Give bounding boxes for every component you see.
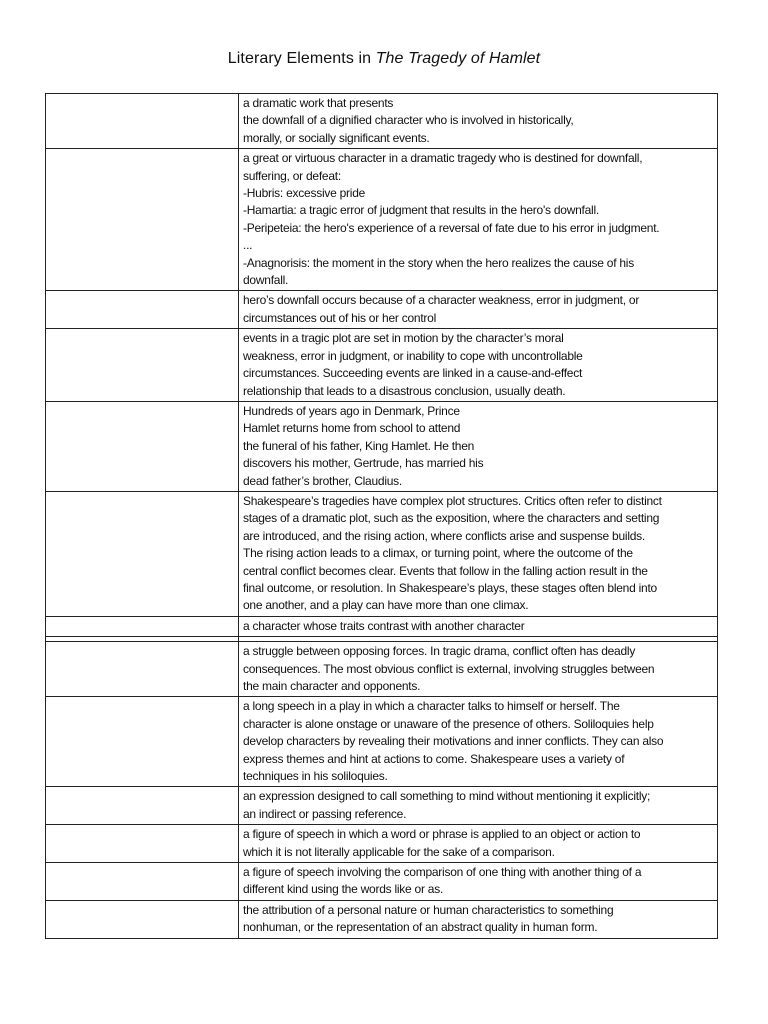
- page-title: [0, 50, 768, 68]
- title-prefix: Literary Elements in: [227, 50, 376, 67]
- definition-text: a character whose traits contrast with another character: [243, 618, 525, 633]
- term-cell[interactable]: [46, 94, 239, 149]
- definition-text: a dramatic work that presents the downfall of a dignified character who is involved in historically, morally, or socially significant events.: [243, 96, 574, 145]
- table-row: [46, 697, 718, 787]
- table-row: [46, 94, 718, 149]
- definition-cell: [239, 329, 718, 402]
- term-text: [46, 492, 238, 494]
- term-cell[interactable]: [46, 642, 239, 697]
- table-row: [46, 291, 718, 329]
- definition-cell: [239, 291, 718, 329]
- definition-cell: [239, 697, 718, 787]
- term-text: [46, 901, 238, 903]
- definition-text: hero’s downfall occurs because of a character weakness, error in judgment, or circumstances out of his or her control: [243, 293, 640, 325]
- table-row: [46, 149, 718, 291]
- term-text: [46, 402, 238, 404]
- table-row: [46, 491, 718, 616]
- definition-cell: [239, 491, 718, 616]
- definition-text: a long speech in a play in which a character talks to himself or herself. The character is alone onstage or unaware of the presence of others. Soliloquies help develop characters by revealing their motivations and inner conflicts. They can also express themes and hint at actions to come. Shakespeare uses a variety of techniques in his soliloquies.: [243, 699, 664, 784]
- term-text: [46, 617, 238, 619]
- definition-cell: [239, 863, 718, 901]
- table-row: [46, 401, 718, 491]
- term-text: [46, 825, 238, 827]
- definition-text: a figure of speech in which a word or phrase is applied to an object or action to which it is not literally applicable for the sake of a comparison.: [243, 827, 641, 859]
- term-cell[interactable]: [46, 863, 239, 901]
- term-cell[interactable]: [46, 329, 239, 402]
- term-cell[interactable]: [46, 616, 239, 636]
- definition-text: a great or virtuous character in a dramatic tragedy who is destined for downfall, suffering, or defeat: -Hubris: excessive pride -Hamartia: a tragic error of judgment that results in the hero's downfall. -Peripeteia: the hero's experience of a reversal of fate due to his error in judgment. ... -Anagnorisis: the moment in the story when the hero realizes the cause of his downfall.: [243, 151, 660, 288]
- definition-text: Shakespeare’s tragedies have complex plot structures. Critics often refer to distinct stages of a dramatic plot, such as the exposition, where the characters and setting are introduced, and the rising action, where conflicts arise and suspense builds. The rising action leads to a climax, or turning point, where the outcome of the central conflict becomes clear. Events that follow in the falling action result in the final outcome, or resolution. In Shakespeare’s plays, these stages often blend into one another, and a play can have more than one climax.: [243, 493, 662, 613]
- table-row: [46, 900, 718, 938]
- definition-cell: [239, 401, 718, 491]
- term-text: [46, 787, 238, 789]
- term-text: [46, 94, 238, 96]
- table-row: [46, 329, 718, 402]
- term-text: [46, 291, 238, 293]
- term-cell[interactable]: [46, 149, 239, 291]
- definition-text: events in a tragic plot are set in motion by the character’s moral weakness, error in judgment, or inability to cope with uncontrollable circumstances. Succeeding events are linked in a cause-and-effect relationship that leads to a disastrous conclusion, usually death.: [243, 331, 583, 398]
- term-text: [46, 329, 238, 331]
- definition-cell: [239, 787, 718, 825]
- term-cell[interactable]: [46, 900, 239, 938]
- term-text: [46, 149, 238, 151]
- definition-cell: [239, 94, 718, 149]
- definition-cell: [239, 616, 718, 636]
- term-cell[interactable]: [46, 787, 239, 825]
- table-row: [46, 642, 718, 697]
- term-cell[interactable]: [46, 825, 239, 863]
- term-text: [46, 697, 238, 699]
- definition-cell: [239, 900, 718, 938]
- table-row: [46, 616, 718, 636]
- table-row: [46, 787, 718, 825]
- definition-text: a figure of speech involving the comparison of one thing with another thing of a different kind using the words like or as.: [243, 865, 642, 897]
- term-text: [46, 642, 238, 644]
- definition-text: Hundreds of years ago in Denmark, Prince Hamlet returns home from school to attend the funeral of his father, King Hamlet. He then discovers his mother, Gertrude, has married his dead father’s brother, Claudius.: [243, 403, 484, 488]
- term-cell[interactable]: [46, 291, 239, 329]
- table-row: [46, 863, 718, 901]
- term-cell[interactable]: [46, 491, 239, 616]
- term-cell[interactable]: [46, 697, 239, 787]
- terms-table: [45, 93, 718, 939]
- definition-text: an expression designed to call something to mind without mentioning it explicitly; an indirect or passing reference.: [243, 789, 651, 821]
- definition-cell: [239, 825, 718, 863]
- definition-text: the attribution of a personal nature or human characteristics to something nonhuman, or the representation of an abstract quality in human form.: [243, 902, 614, 935]
- definition-cell: [239, 642, 718, 697]
- definition-cell: [239, 149, 718, 291]
- table-row: [46, 825, 718, 863]
- term-cell[interactable]: [46, 401, 239, 491]
- title-italic: The Tragedy of Hamlet: [375, 50, 541, 67]
- definition-text: a struggle between opposing forces. In tragic drama, conflict often has deadly consequences. The most obvious conflict is external, involving struggles between the main character and opponents.: [243, 644, 655, 693]
- term-text: [46, 863, 238, 865]
